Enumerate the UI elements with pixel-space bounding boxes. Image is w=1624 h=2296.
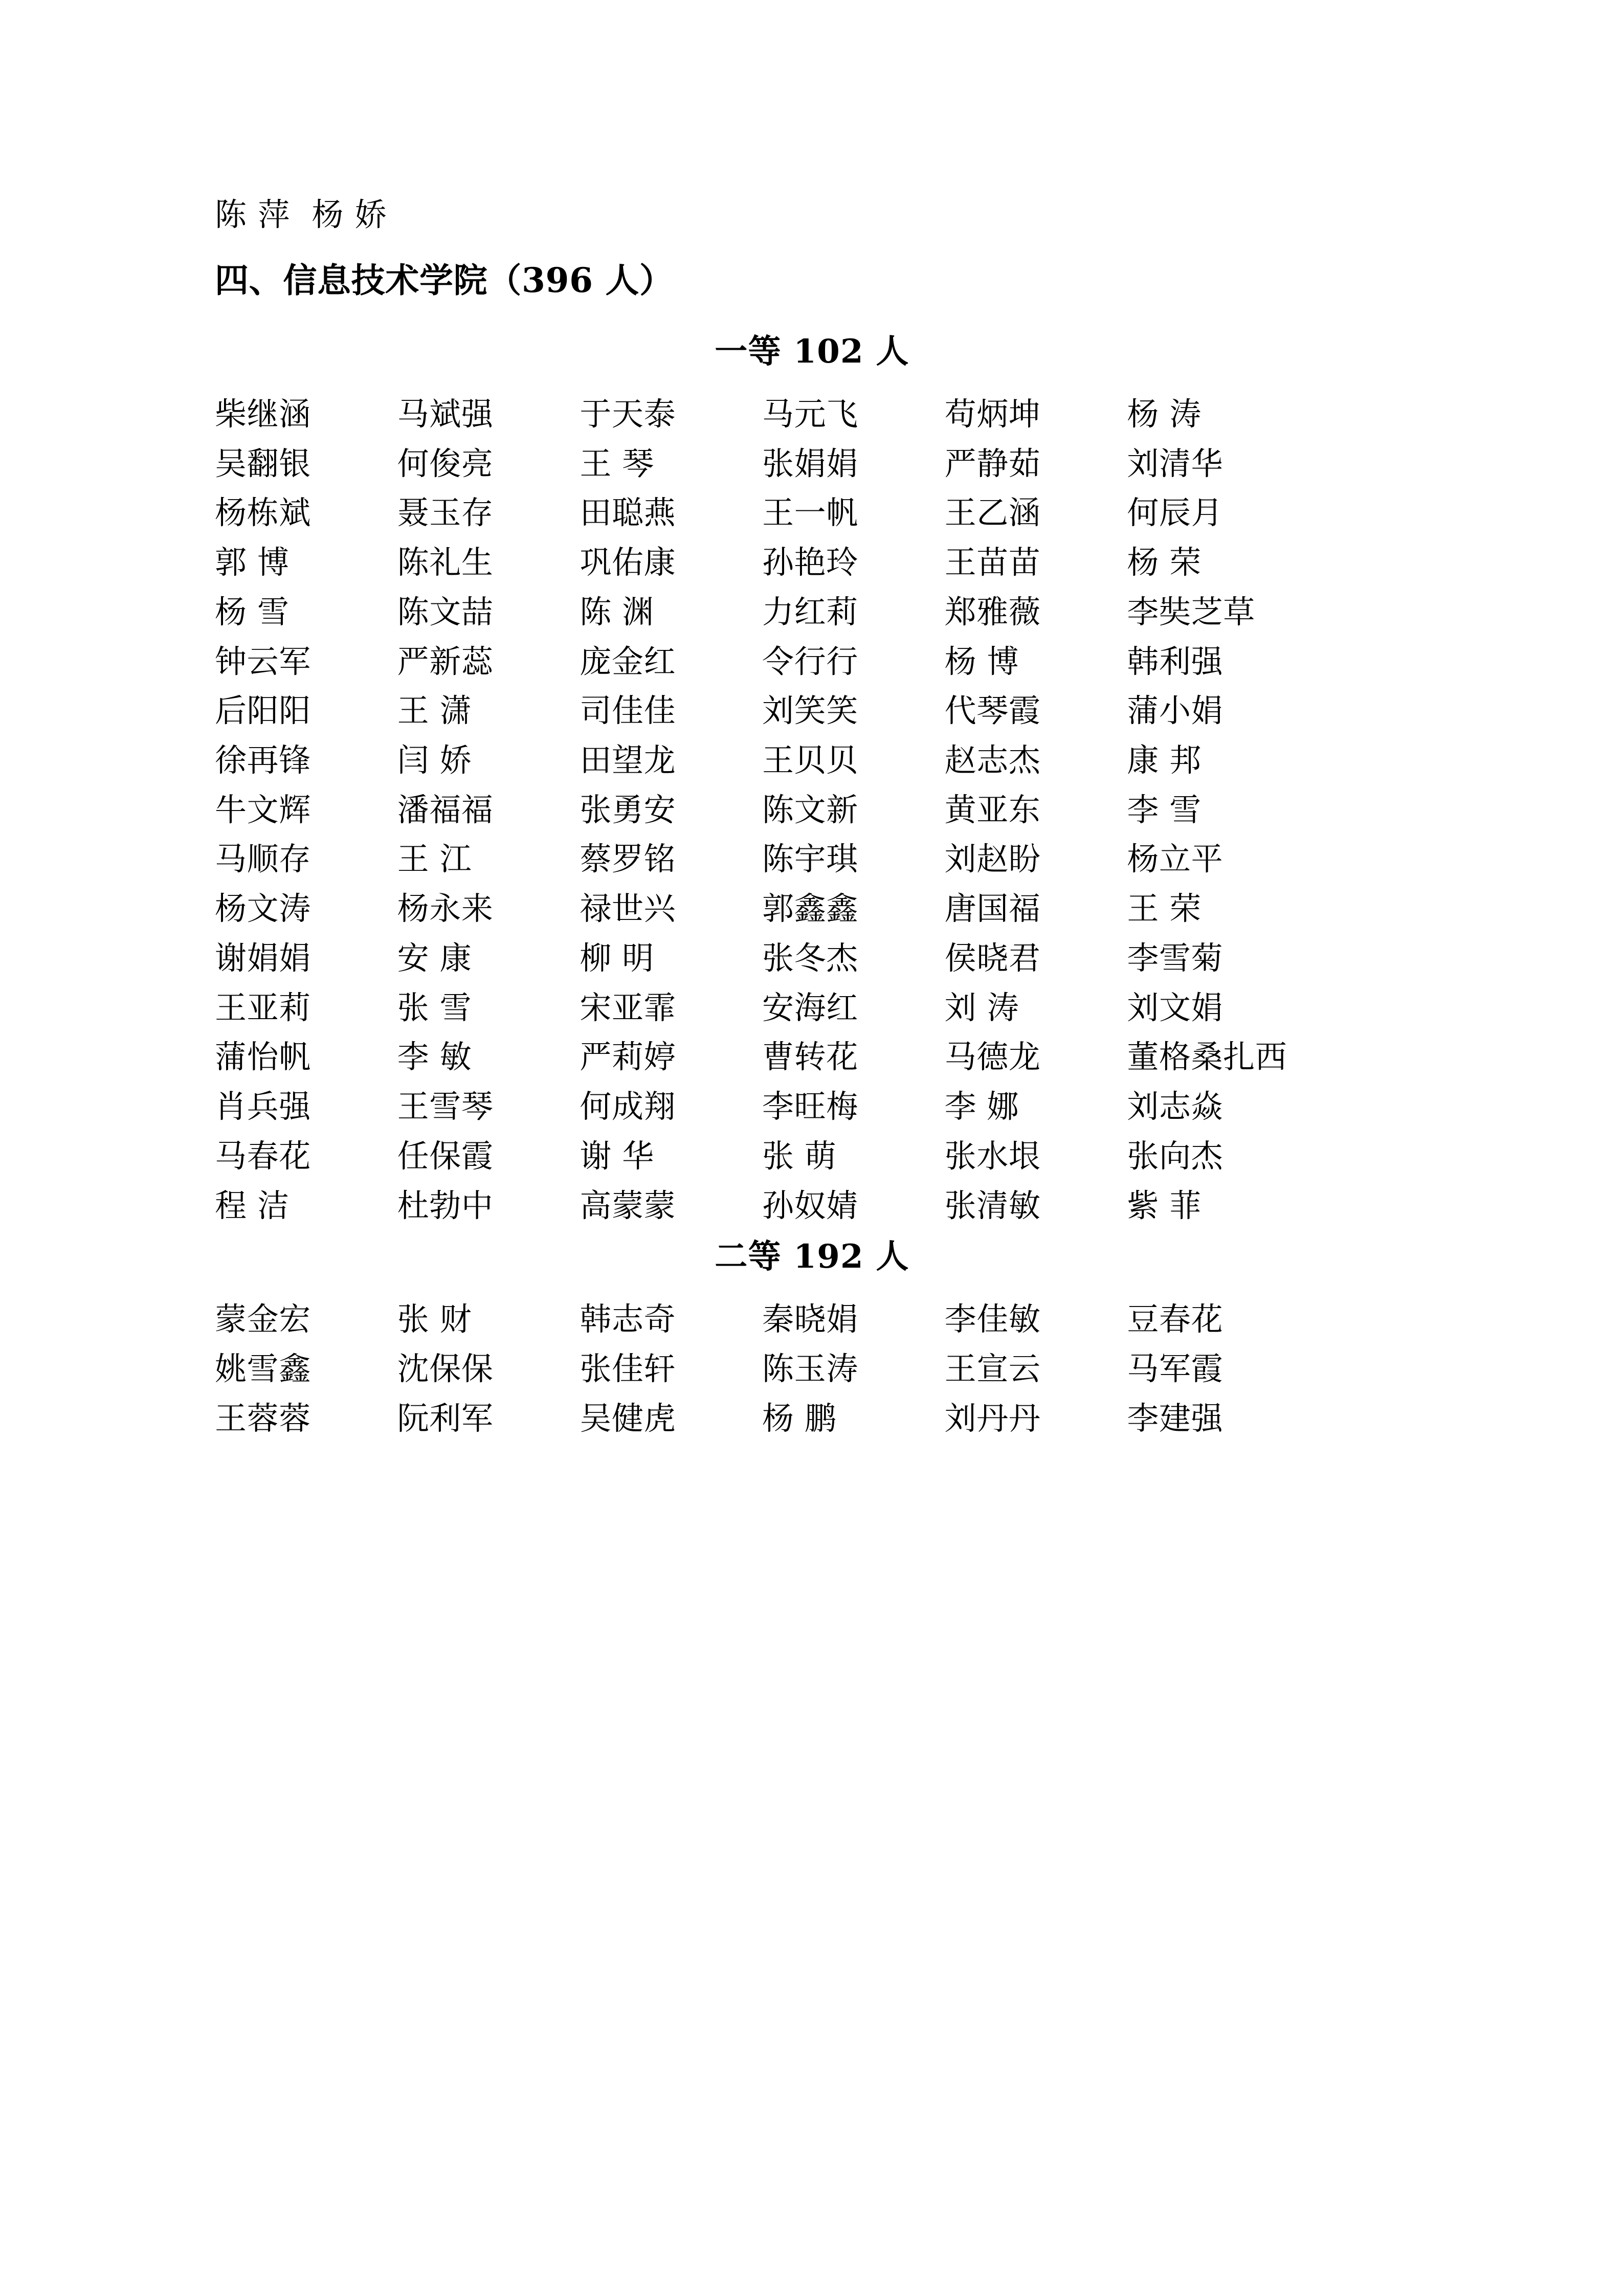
name-cell: 李奘芝草 [1127, 593, 1255, 631]
name-cell: 谢 华 [580, 1137, 654, 1175]
name-cell: 张勇安 [580, 791, 676, 828]
name-cell: 孙奴婧 [762, 1186, 858, 1224]
name-cell: 潘福福 [397, 791, 494, 828]
name-cell: 高蒙蒙 [580, 1186, 676, 1224]
name-cell: 钟云军 [215, 642, 311, 680]
name-cell: 黄亚东 [944, 791, 1041, 828]
name-cell: 李旺梅 [762, 1088, 858, 1126]
continued-names-line [215, 189, 1409, 235]
name-cell: 李佳敏 [944, 1300, 1041, 1338]
name-cell: 王苗苗 [944, 544, 1041, 581]
name-cell: 张水垠 [944, 1137, 1041, 1175]
name-cell: 徐再锋 [215, 741, 311, 779]
name-cell: 陈宇琪 [762, 840, 858, 878]
continued-name: 杨 娇 [312, 196, 387, 233]
name-cell: 张向杰 [1127, 1137, 1223, 1175]
name-cell: 侯晓君 [944, 939, 1041, 977]
name-cell: 柴继涵 [215, 395, 311, 433]
name-cell: 刘文娟 [1127, 988, 1223, 1026]
name-cell: 聂玉存 [397, 494, 494, 532]
name-cell: 蒲小娟 [1127, 692, 1223, 730]
name-cell: 蒙金宏 [215, 1300, 311, 1338]
award-group-first [215, 325, 1409, 1230]
name-cell: 张 雪 [397, 988, 472, 1026]
name-cell: 任保霞 [397, 1137, 494, 1175]
name-cell: 程 洁 [215, 1186, 290, 1224]
name-cell: 宋亚霏 [580, 988, 676, 1026]
name-cell: 张娟娟 [762, 444, 858, 482]
name-cell: 王亚莉 [215, 988, 311, 1026]
name-cell: 张清敏 [944, 1186, 1041, 1224]
name-cell: 韩志奇 [580, 1300, 676, 1338]
name-cell: 谢娟娟 [215, 939, 311, 977]
name-cell: 曹转花 [762, 1038, 858, 1076]
name-cell: 姚雪鑫 [215, 1349, 311, 1387]
name-cell: 秦晓娟 [762, 1300, 858, 1338]
award-heading-second: 二等 192 人 [715, 1237, 909, 1276]
name-cell: 马春花 [215, 1137, 311, 1175]
name-cell: 何辰月 [1127, 494, 1223, 532]
name-cell: 司佳佳 [580, 692, 676, 730]
name-cell: 李 娜 [944, 1088, 1019, 1126]
name-cell: 唐国福 [944, 890, 1041, 928]
name-cell: 严莉婷 [580, 1038, 676, 1076]
name-cell: 李雪菊 [1127, 939, 1223, 977]
name-cell: 杨栋斌 [215, 494, 311, 532]
name-cell: 王 荣 [1127, 890, 1202, 928]
name-cell: 刘笑笑 [762, 692, 858, 730]
name-cell: 王一帆 [762, 494, 858, 532]
name-cell: 刘赵盼 [944, 840, 1041, 878]
name-cell: 后阳阳 [215, 692, 311, 730]
name-cell: 杨立平 [1127, 840, 1223, 878]
name-cell: 李 雪 [1127, 791, 1202, 828]
name-cell: 田聪燕 [580, 494, 676, 532]
name-cell: 康 邦 [1127, 741, 1202, 779]
name-cell: 蒲怡帆 [215, 1038, 311, 1076]
name-cell: 张 萌 [762, 1137, 837, 1175]
name-cell: 陈 渊 [580, 593, 654, 631]
name-cell: 李建强 [1127, 1399, 1223, 1437]
continued-name: 陈 萍 [215, 196, 291, 233]
award-group-second [215, 1230, 1409, 1443]
name-cell: 赵志杰 [944, 741, 1041, 779]
name-cell: 王 江 [397, 840, 472, 878]
name-cell: 郭 博 [215, 544, 290, 581]
name-grid-second [215, 1295, 1309, 1443]
name-cell: 吴翻银 [215, 444, 311, 482]
name-cell: 吴健虎 [580, 1399, 676, 1437]
name-cell: 严静茹 [944, 444, 1041, 482]
award-heading-first: 一等 102 人 [715, 332, 909, 371]
name-cell: 王雪琴 [397, 1088, 494, 1126]
name-cell: 杨 涛 [1127, 395, 1202, 433]
name-cell: 杨 荣 [1127, 544, 1202, 581]
name-cell: 杨 鹏 [762, 1399, 837, 1437]
name-cell: 王贝贝 [762, 741, 858, 779]
name-cell: 刘丹丹 [944, 1399, 1041, 1437]
name-cell: 蔡罗铭 [580, 840, 676, 878]
name-cell: 何俊亮 [397, 444, 494, 482]
name-cell: 安 康 [397, 939, 472, 977]
name-cell: 陈文喆 [397, 593, 494, 631]
name-cell: 杜勃中 [397, 1186, 494, 1224]
name-cell: 陈文新 [762, 791, 858, 828]
name-cell: 王 琴 [580, 444, 654, 482]
name-cell: 闫 娇 [397, 741, 472, 779]
name-cell: 马元飞 [762, 395, 858, 433]
name-cell: 力红莉 [762, 593, 858, 631]
name-cell: 陈礼生 [397, 544, 494, 581]
name-cell: 代琴霞 [944, 692, 1041, 730]
name-cell: 苟炳坤 [944, 395, 1041, 433]
name-cell: 牛文辉 [215, 791, 311, 828]
name-cell: 令行行 [762, 642, 858, 680]
name-cell: 韩利强 [1127, 642, 1223, 680]
name-cell: 张佳轩 [580, 1349, 676, 1387]
name-cell: 杨永来 [397, 890, 494, 928]
name-cell: 王蓉蓉 [215, 1399, 311, 1437]
name-cell: 郭鑫鑫 [762, 890, 858, 928]
name-cell: 王乙涵 [944, 494, 1041, 532]
name-cell: 禄世兴 [580, 890, 676, 928]
name-cell: 阮利军 [397, 1399, 494, 1437]
name-cell: 田望龙 [580, 741, 676, 779]
name-cell: 于天泰 [580, 395, 676, 433]
name-cell: 王 潇 [397, 692, 472, 730]
name-cell: 柳 明 [580, 939, 654, 977]
name-cell: 马军霞 [1127, 1349, 1223, 1387]
name-cell: 巩佑康 [580, 544, 676, 581]
name-cell: 王宣云 [944, 1349, 1041, 1387]
name-cell: 张 财 [397, 1300, 472, 1338]
name-cell: 董格桑扎西 [1127, 1038, 1287, 1076]
section-heading: 四、信息技术学院（396 人） [215, 260, 674, 300]
name-cell: 刘志焱 [1127, 1088, 1223, 1126]
name-cell: 张冬杰 [762, 939, 858, 977]
name-cell: 紫 菲 [1127, 1186, 1202, 1224]
name-cell: 何成翔 [580, 1088, 676, 1126]
name-cell: 杨文涛 [215, 890, 311, 928]
name-cell: 杨 雪 [215, 593, 290, 631]
name-cell: 李 敏 [397, 1038, 472, 1076]
name-cell: 陈玉涛 [762, 1349, 858, 1387]
name-cell: 孙艳玲 [762, 544, 858, 581]
name-cell: 豆春花 [1127, 1300, 1223, 1338]
name-cell: 马斌强 [397, 395, 494, 433]
name-cell: 马顺存 [215, 840, 311, 878]
name-cell: 杨 博 [944, 642, 1019, 680]
name-cell: 刘 涛 [944, 988, 1019, 1026]
name-cell: 庞金红 [580, 642, 676, 680]
name-cell: 郑雅薇 [944, 593, 1041, 631]
name-cell: 马德龙 [944, 1038, 1041, 1076]
name-cell: 安海红 [762, 988, 858, 1026]
name-cell: 肖兵强 [215, 1088, 311, 1126]
name-cell: 严新蕊 [397, 642, 494, 680]
name-cell: 沈保保 [397, 1349, 494, 1387]
name-cell: 刘清华 [1127, 444, 1223, 482]
name-grid-first [215, 390, 1309, 1230]
